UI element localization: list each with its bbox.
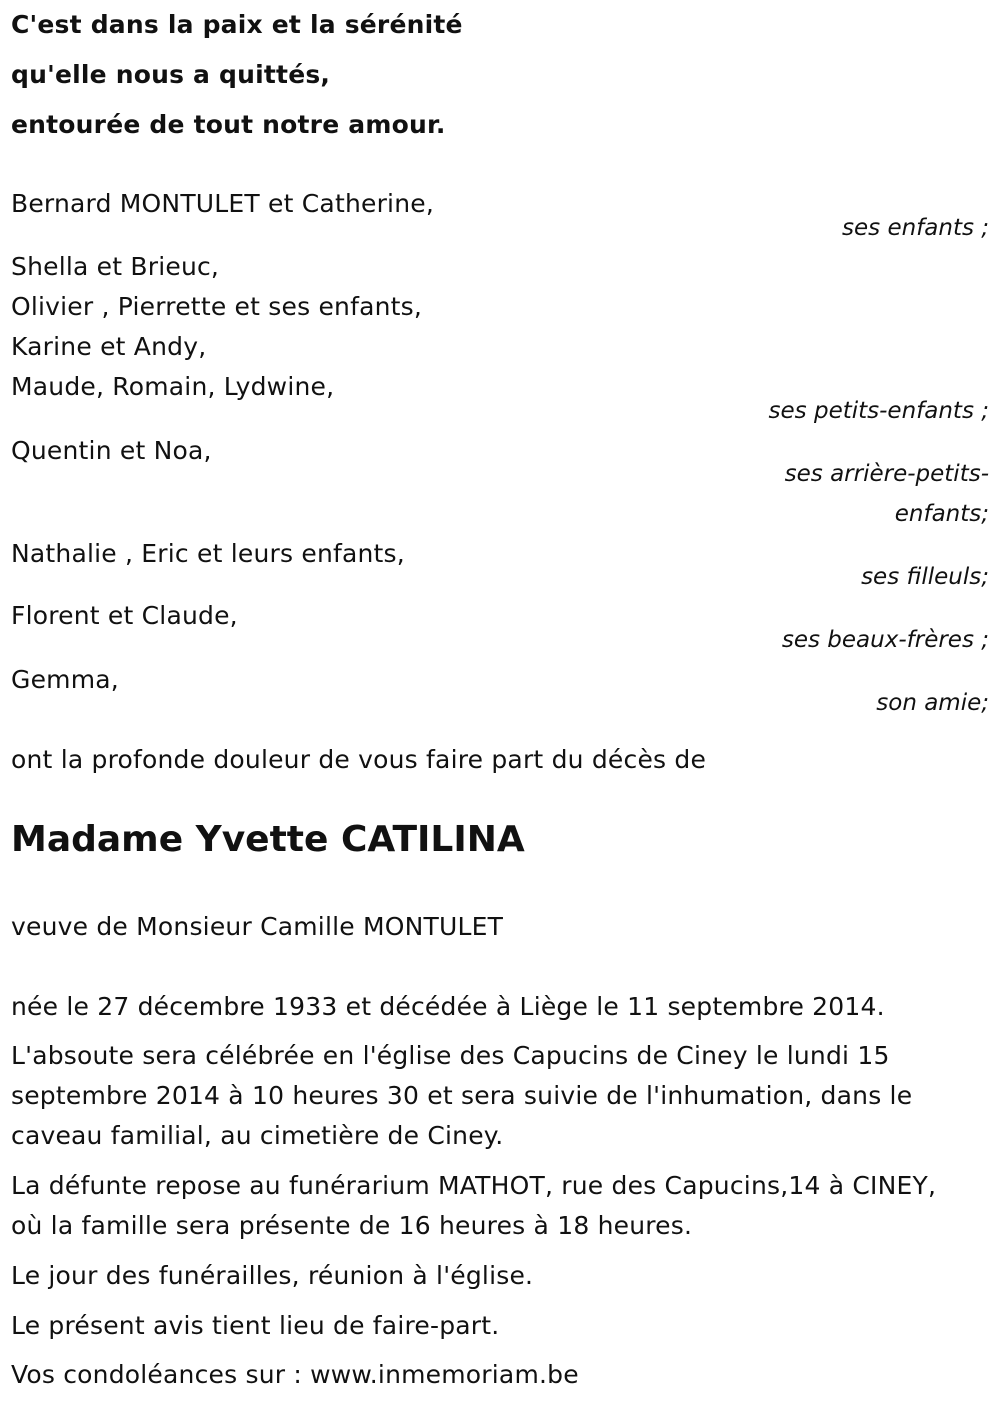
intro-line-2: qu'elle nous a quittés, [11, 60, 331, 89]
family-relation: son amie; [876, 690, 989, 716]
family-relation: ses beaux-frères ; [781, 627, 989, 653]
gathering: Le jour des funérailles, réunion à l'église. [11, 1261, 534, 1290]
family-name: Olivier , Pierrette et ses enfants, [11, 292, 423, 321]
deceased-name: Madame Yvette CATILINA [11, 819, 525, 860]
family-name: Shella et Brieuc, [11, 252, 220, 281]
birth-death: née le 27 décembre 1933 et décédée à Liège le 11 septembre 2014. [11, 992, 885, 1021]
family-relation: ses petits-enfants ; [768, 398, 989, 424]
family-name: Florent et Claude, [11, 601, 238, 630]
intro-line-1: C'est dans la paix et la sérénité [11, 10, 463, 39]
family-name: Nathalie , Eric et leurs enfants, [11, 539, 405, 568]
rest-line: La défunte repose au funérarium MATHOT, rue des Capucins,14 à CINEY, [11, 1171, 937, 1200]
rest-line: où la famille sera présente de 16 heures à 18 heures. [11, 1211, 693, 1240]
family-name: Quentin et Noa, [11, 436, 212, 465]
family-relation: enfants; [894, 501, 989, 527]
ceremony-line: L'absoute sera célébrée en l'église des Capucins de Ciney le lundi 15 [11, 1041, 890, 1070]
widow-of: veuve de Monsieur Camille MONTULET [11, 912, 504, 941]
family-name: Bernard MONTULET et Catherine, [11, 189, 434, 218]
intro-line-3: entourée de tout notre amour. [11, 110, 446, 139]
ceremony-line: caveau familial, au cimetière de Ciney. [11, 1121, 504, 1150]
family-relation: ses filleuls; [861, 564, 989, 590]
family-name: Karine et Andy, [11, 332, 207, 361]
family-relation: ses arrière-petits- [784, 461, 989, 487]
announcement: ont la profonde douleur de vous faire part du décès de [11, 745, 707, 774]
condolences: Vos condoléances sur : www.inmemoriam.be [11, 1360, 579, 1389]
ceremony-line: septembre 2014 à 10 heures 30 et sera suivie de l'inhumation, dans le [11, 1081, 913, 1110]
family-name: Gemma, [11, 665, 119, 694]
family-name: Maude, Romain, Lydwine, [11, 372, 335, 401]
notice: Le présent avis tient lieu de faire-part. [11, 1311, 500, 1340]
family-relation: ses enfants ; [842, 215, 989, 241]
